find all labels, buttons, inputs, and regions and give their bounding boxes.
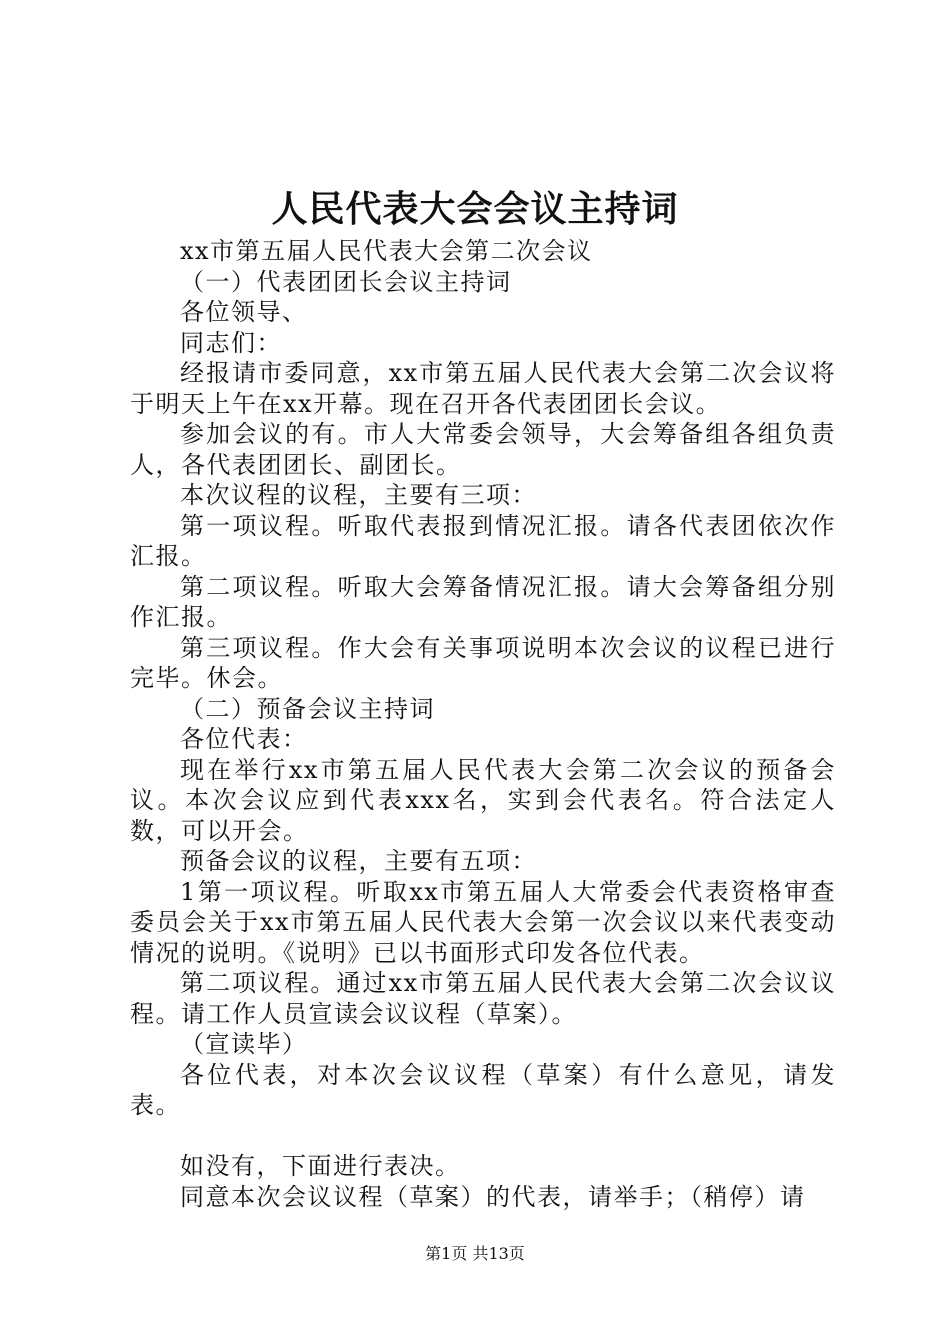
document-body	[130, 236, 836, 1212]
paragraph: 参加会议的有。市人大常委会领导，大会筹备组各组负责人，各代表团团长、副团长。	[130, 420, 836, 479]
paragraph: 各位领导、	[180, 298, 308, 326]
paragraph: 预备会议的议程，主要有五项：	[180, 847, 537, 875]
paragraph: 各位代表：	[180, 725, 308, 753]
paragraph: 1第一项议程。听取xx市第五届人大常委会代表资格审查委员会关于xx市第五届人民代表大会第一次会议以来代表变动情况的说明。《说明》已以书面形式印发各位代表。	[130, 877, 836, 967]
paragraph: 各位代表，对本次会议议程（草案）有什么意见，请发表。	[130, 1060, 836, 1119]
section-heading: （二）预备会议主持词	[180, 694, 435, 723]
paragraph: 第二项议程。通过xx市第五届人民代表大会第二次会议议程。请工作人员宣读会议议程（草案）。	[130, 969, 836, 1028]
paragraph: 同志们：	[180, 328, 282, 357]
paragraph: 现在举行xx市第五届人民代表大会第二次会议的预备会议。本次会议应到代表xxx名，实到会代表名。符合法定人数，可以开会。	[130, 755, 836, 845]
paragraph: 经报请市委同意，xx市第五届人民代表大会第二次会议将于明天上午在xx开幕。现在召开各代表团团长会议。	[130, 359, 836, 418]
paragraph: （宣读毕）	[180, 1030, 308, 1058]
paragraph: xx市第五届人民代表大会第二次会议	[180, 237, 593, 265]
blank-line	[130, 1121, 836, 1152]
paragraph: 如没有，下面进行表决。	[180, 1152, 461, 1180]
paragraph: 第三项议程。作大会有关事项说明本次会议的议程已进行完毕。休会。	[130, 633, 836, 692]
paragraph: 第二项议程。听取大会筹备情况汇报。请大会筹备组分别作汇报。	[130, 572, 836, 631]
section-heading: （一）代表团团长会议主持词	[180, 267, 512, 296]
paragraph: 同意本次会议议程（草案）的代表，请举手；（稍停）请	[180, 1182, 806, 1211]
document-title: 人民代表大会会议主持词	[271, 188, 679, 230]
page-number: 第1页 共13页	[425, 1244, 525, 1263]
paragraph: 第一项议程。听取代表报到情况汇报。请各代表团依次作汇报。	[130, 511, 836, 570]
paragraph: 本次议程的议程，主要有三项：	[180, 481, 537, 509]
